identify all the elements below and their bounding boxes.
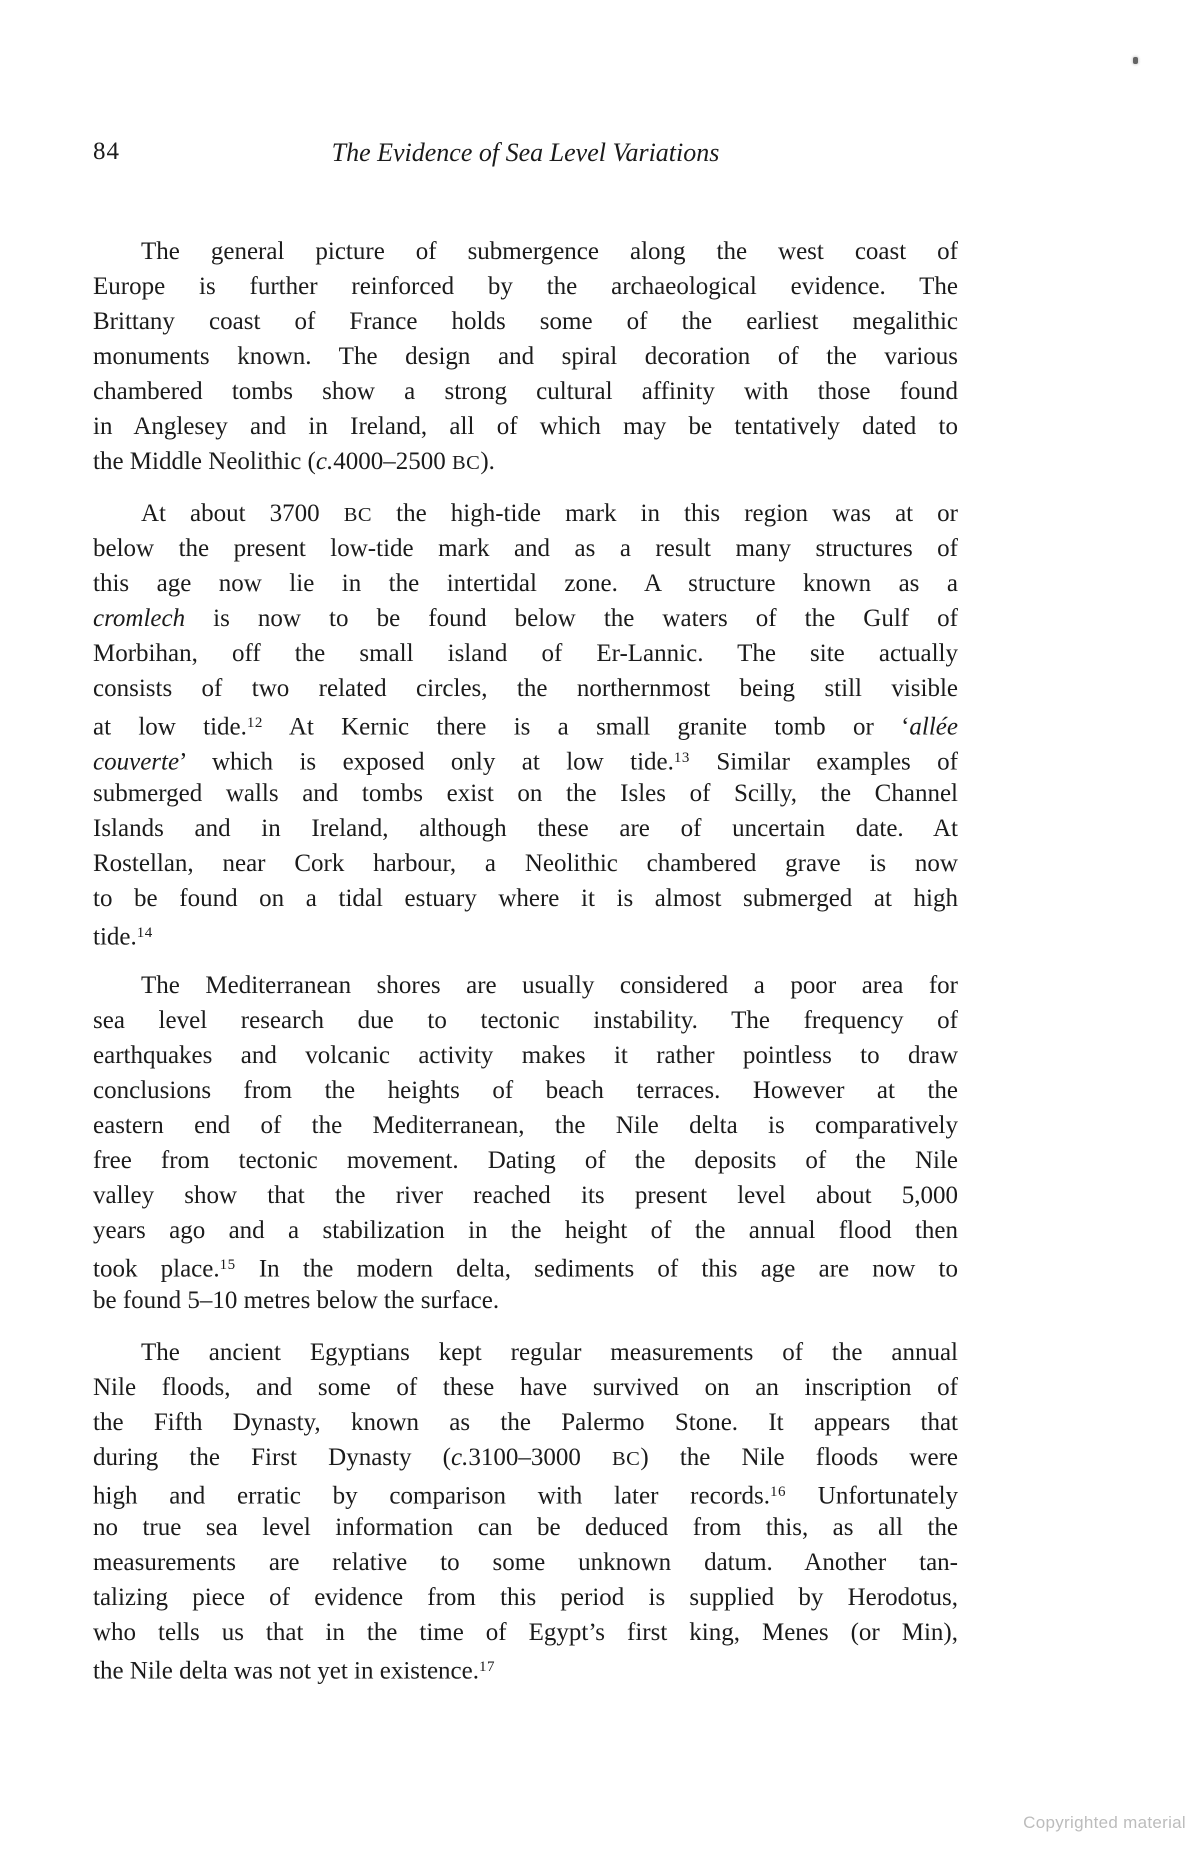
text-line: took place.$^{15}$ In the modern delta, sediments of this age are now to	[93, 1255, 958, 1283]
text-line: chambered tombs show a strong cultural affinity with those found	[93, 378, 958, 405]
text-line: at low tide.$^{12}$ At Kernic there is a small granite tomb or ‘allée	[93, 713, 958, 741]
footnote-ref: 16	[770, 1484, 787, 1500]
text-line: The Mediterranean shores are usually considered a poor area for	[141, 972, 958, 999]
page-number: 84	[93, 138, 120, 165]
text-line: during the First Dynasty (c.3100–3000 BC) the Nile floods were	[93, 1444, 958, 1471]
text-line: eastern end of the Mediterranean, the Nile delta is comparatively	[93, 1112, 958, 1139]
text-line: the Fifth Dynasty, known as the Palermo Stone. It appears that	[93, 1409, 958, 1436]
small-caps-text: BC	[612, 1448, 641, 1470]
text-line: Rostellan, near Cork harbour, a Neolithic chambered grave is now	[93, 850, 958, 877]
text-line: to be found on a tidal estuary where it is almost submerged at high	[93, 885, 958, 912]
text-line: monuments known. The design and spiral decoration of the various	[93, 343, 958, 370]
page-header	[93, 138, 958, 174]
footnote-ref: 12	[246, 715, 263, 731]
text-line: below the present low-tide mark and as a result many structures of	[93, 535, 958, 562]
footnote-ref: 17	[479, 1659, 495, 1675]
italic-text: allée	[909, 713, 958, 741]
text-line: no true sea level information can be deduced from this, as all the	[93, 1514, 958, 1541]
text-line: this age now lie in the intertidal zone. A structure known as a	[93, 570, 958, 597]
text-line: be found 5–10 metres below the surface.	[93, 1287, 500, 1314]
footnote-ref: 15	[219, 1257, 236, 1273]
text-line: talizing piece of evidence from this period is supplied by Herodotus,	[93, 1584, 958, 1611]
scan-artifact-speck	[1133, 57, 1138, 64]
text-line: conclusions from the heights of beach terraces. However at the	[93, 1077, 958, 1104]
text-line: consists of two related circles, the northernmost being still visible	[93, 675, 958, 702]
small-caps-text: BC	[451, 452, 481, 474]
text-line: measurements are relative to some unknown datum. Another tan-	[93, 1549, 958, 1576]
text-line: Europe is further reinforced by the archaeological evidence. The	[93, 273, 958, 300]
italic-text: couverte	[93, 748, 180, 776]
text-line: Islands and in Ireland, although these are of uncertain date. At	[93, 815, 958, 842]
text-line: who tells us that in the time of Egypt’s first king, Menes (or Min),	[93, 1619, 958, 1646]
text-line: tide.$^{14}$	[93, 923, 153, 951]
paragraph	[93, 1335, 958, 1685]
text-line: The ancient Egyptians kept regular measurements of the annual	[141, 1339, 958, 1366]
text-line: Brittany coast of France holds some of the earliest megalithic	[93, 308, 958, 335]
text-line: At about 3700 BC the high-tide mark in this region was at or	[141, 500, 958, 527]
text-line: cromlech is now to be found below the waters of the Gulf of	[93, 605, 958, 632]
text-line: couverte’ which is exposed only at low tide.$^{13}$ Similar examples of	[93, 748, 958, 776]
paragraph	[93, 234, 958, 479]
text-line: sea level research due to tectonic instability. The frequency of	[93, 1007, 958, 1034]
text-line: in Anglesey and in Ireland, all of which may be tentatively dated to	[93, 413, 958, 440]
italic-text: cromlech	[93, 605, 186, 632]
paragraph	[93, 968, 958, 1318]
paragraph	[93, 496, 958, 951]
running-header: The Evidence of Sea Level Variations	[331, 138, 720, 167]
copyright-watermark: Copyrighted material	[1023, 1813, 1186, 1832]
text-line: the Middle Neolithic (c.4000–2500 BC).	[93, 448, 495, 475]
text-line: Morbihan, off the small island of Er-Lannic. The site actually	[93, 640, 958, 667]
text-line: submerged walls and tombs exist on the Isles of Scilly, the Channel	[93, 780, 958, 807]
text-line: The general picture of submergence along the west coast of	[141, 238, 958, 265]
text-line: years ago and a stabilization in the height of the annual flood then	[93, 1217, 958, 1244]
text-line: valley show that the river reached its present level about 5,000	[93, 1182, 958, 1209]
text-block	[93, 234, 958, 1685]
text-line: Nile floods, and some of these have survived on an inscription of	[93, 1374, 958, 1401]
text-line: the Nile delta was not yet in existence.$^{17}$	[93, 1657, 495, 1685]
footnote-ref: 13	[673, 750, 690, 766]
text-line: high and erratic by comparison with later records.$^{16}$ Unfortunately	[93, 1482, 958, 1510]
text-line: earthquakes and volcanic activity makes it rather pointless to draw	[93, 1042, 958, 1069]
italic-text: c.	[450, 1444, 469, 1471]
italic-text: c.	[315, 448, 334, 475]
text-line: free from tectonic movement. Dating of the deposits of the Nile	[93, 1147, 958, 1174]
small-caps-text: BC	[343, 504, 373, 526]
footnote-ref: 14	[136, 925, 153, 941]
